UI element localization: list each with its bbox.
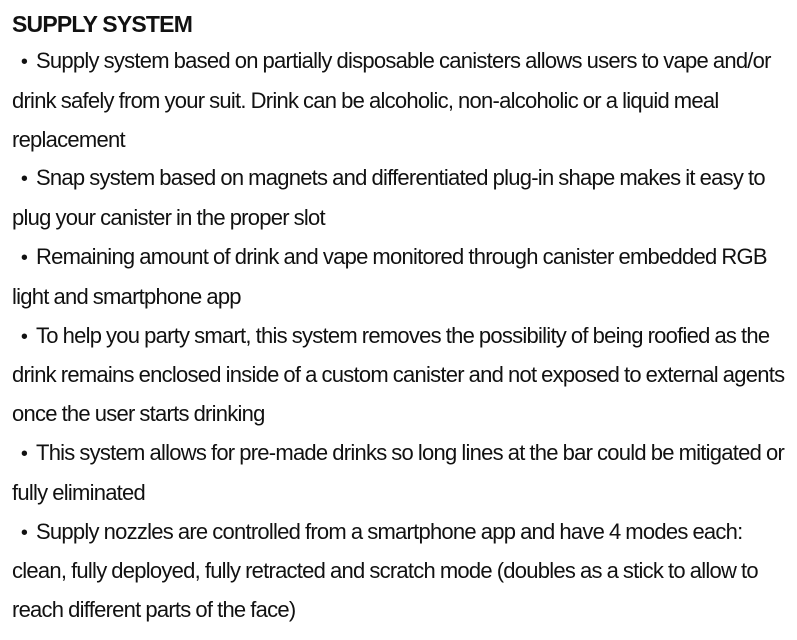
bullet-list (12, 42, 793, 630)
bullet-text: Remaining amount of drink and vape monitored through canister embedded RGB light and smartphone app (12, 243, 767, 309)
bullet-item (12, 42, 793, 159)
bullet-item (12, 238, 793, 317)
document-page (12, 8, 793, 630)
bullet-item (12, 159, 793, 238)
bullet-text: Supply nozzles are controlled from a smartphone app and have 4 modes each: clean, fully deployed, fully retracted and scratch mode (doubles as a stick to allow to reach different parts of the face) (12, 518, 758, 623)
bullet-icon: • (20, 246, 28, 269)
bullet-icon: • (20, 325, 28, 348)
bullet-text: To help you party smart, this system removes the possibility of being roofied as the drink remains enclosed inside of a custom canister and not exposed to external agents once the user starts drinking (12, 322, 785, 427)
bullet-icon: • (20, 521, 28, 544)
bullet-icon: • (20, 442, 28, 465)
bullet-icon: • (20, 51, 28, 73)
bullet-text: Snap system based on magnets and differentiated plug-in shape makes it easy to plug your canister in the proper slot (12, 165, 765, 231)
bullet-text: Supply system based on partially disposable canisters allows users to vape and/or drink safely from your suit. Drink can be alcoholic, non-alcoholic or a liquid meal replacement (12, 48, 771, 152)
section-heading: SUPPLY SYSTEM (12, 11, 193, 37)
bullet-text: This system allows for pre-made drinks so long lines at the bar could be mitigated or fully eliminated (12, 439, 785, 505)
bullet-icon: • (20, 168, 28, 191)
bullet-item (12, 317, 793, 434)
bullet-item (12, 434, 793, 513)
bullet-item (12, 513, 793, 630)
